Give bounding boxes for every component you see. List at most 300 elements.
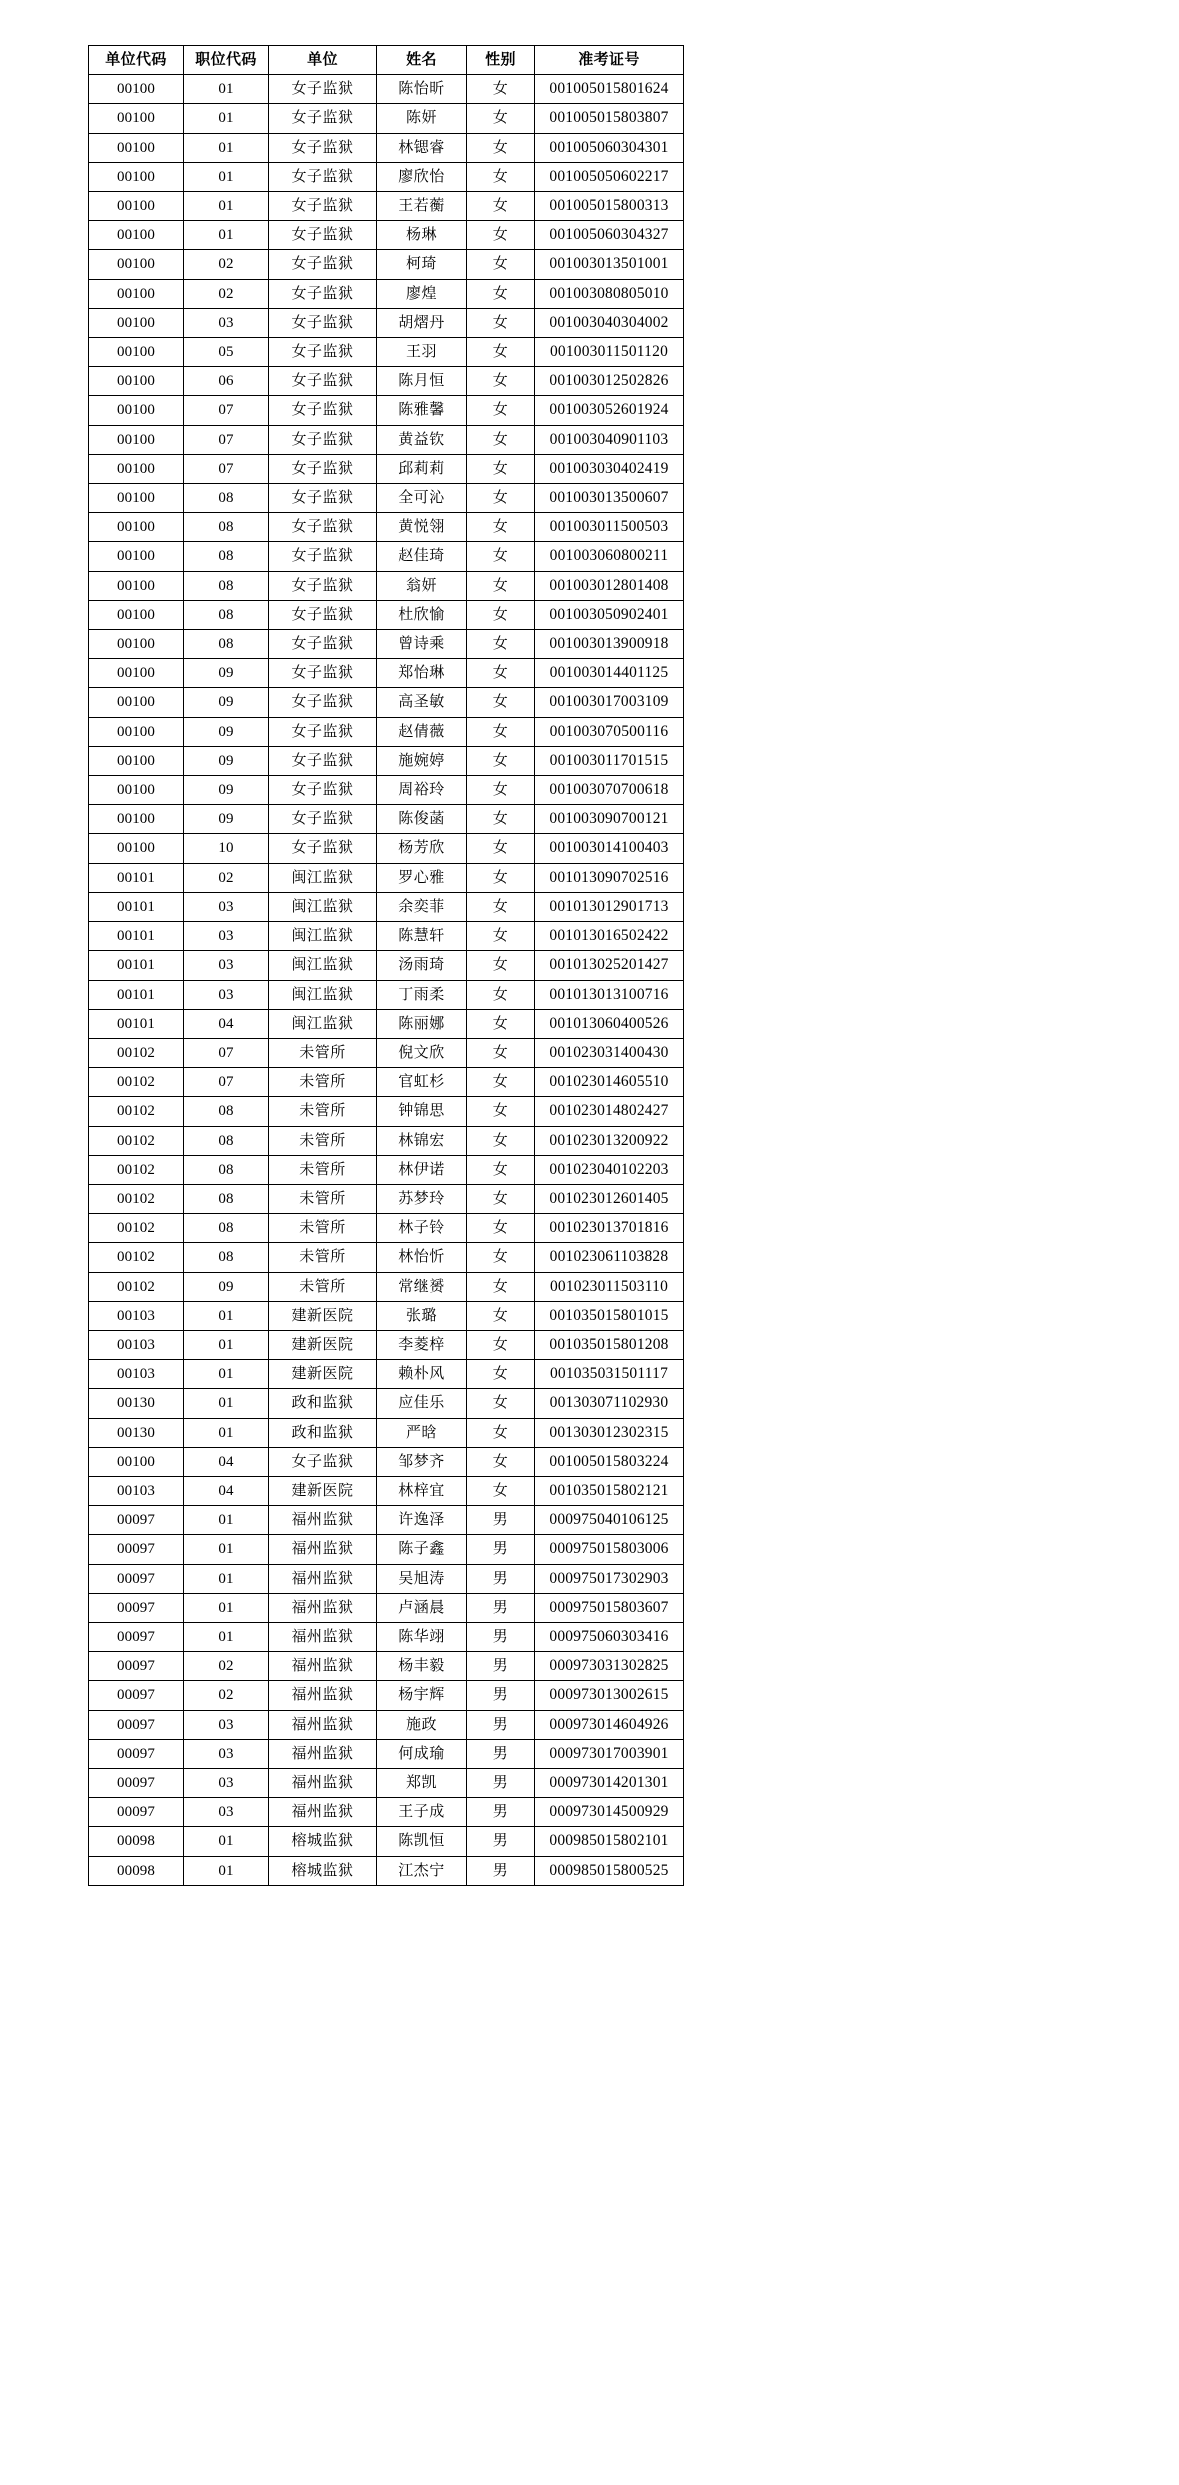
cell-gender: 女 <box>467 834 535 863</box>
cell-unit-code: 00101 <box>89 980 184 1009</box>
cell-unit: 女子监狱 <box>269 192 377 221</box>
cell-post-code: 01 <box>184 192 269 221</box>
cell-unit: 女子监狱 <box>269 250 377 279</box>
cell-ticket-number: 001013090702516 <box>535 863 684 892</box>
cell-ticket-number: 000975040106125 <box>535 1506 684 1535</box>
cell-post-code: 01 <box>184 1827 269 1856</box>
cell-name: 陈怡昕 <box>377 75 467 104</box>
cell-unit: 建新医院 <box>269 1301 377 1330</box>
cell-post-code: 06 <box>184 367 269 396</box>
cell-ticket-number: 001035015801208 <box>535 1330 684 1359</box>
cell-unit-code: 00097 <box>89 1798 184 1827</box>
cell-post-code: 05 <box>184 338 269 367</box>
cell-name: 林锶睿 <box>377 133 467 162</box>
table-row <box>89 1768 684 1797</box>
table-row <box>89 805 684 834</box>
cell-unit-code: 00100 <box>89 250 184 279</box>
cell-name: 陈俊菡 <box>377 805 467 834</box>
cell-name: 陈丽娜 <box>377 1009 467 1038</box>
cell-gender: 男 <box>467 1739 535 1768</box>
cell-name: 赖朴风 <box>377 1360 467 1389</box>
cell-unit: 福州监狱 <box>269 1535 377 1564</box>
cell-name: 罗心雅 <box>377 863 467 892</box>
table-row <box>89 338 684 367</box>
cell-ticket-number: 001303071102930 <box>535 1389 684 1418</box>
cell-gender: 女 <box>467 396 535 425</box>
cell-post-code: 08 <box>184 600 269 629</box>
cell-unit-code: 00102 <box>89 1097 184 1126</box>
table-row <box>89 1009 684 1038</box>
cell-post-code: 08 <box>184 571 269 600</box>
cell-ticket-number: 001023011503110 <box>535 1272 684 1301</box>
cell-name: 杨丰毅 <box>377 1652 467 1681</box>
cell-unit-code: 00097 <box>89 1652 184 1681</box>
cell-unit: 女子监狱 <box>269 425 377 454</box>
cell-gender: 男 <box>467 1593 535 1622</box>
cell-post-code: 04 <box>184 1009 269 1038</box>
table-row <box>89 162 684 191</box>
table-row <box>89 1564 684 1593</box>
table-header <box>89 46 684 75</box>
cell-ticket-number: 001003070500116 <box>535 717 684 746</box>
cell-post-code: 08 <box>184 1155 269 1184</box>
table-row <box>89 513 684 542</box>
cell-ticket-number: 001003012801408 <box>535 571 684 600</box>
cell-gender: 女 <box>467 1301 535 1330</box>
cell-unit: 榕城监狱 <box>269 1856 377 1885</box>
column-header-gender: 性别 <box>467 46 535 75</box>
cell-post-code: 04 <box>184 1447 269 1476</box>
cell-unit: 女子监狱 <box>269 600 377 629</box>
cell-unit: 福州监狱 <box>269 1681 377 1710</box>
cell-post-code: 03 <box>184 980 269 1009</box>
cell-unit: 女子监狱 <box>269 367 377 396</box>
cell-ticket-number: 001013025201427 <box>535 951 684 980</box>
cell-gender: 女 <box>467 1360 535 1389</box>
cell-name: 林子铃 <box>377 1214 467 1243</box>
cell-unit: 女子监狱 <box>269 162 377 191</box>
cell-unit: 闽江监狱 <box>269 1009 377 1038</box>
cell-unit: 建新医院 <box>269 1330 377 1359</box>
cell-name: 陈凯恒 <box>377 1827 467 1856</box>
cell-unit-code: 00102 <box>89 1272 184 1301</box>
cell-unit: 女子监狱 <box>269 279 377 308</box>
cell-unit: 建新医院 <box>269 1476 377 1505</box>
cell-ticket-number: 001035015801015 <box>535 1301 684 1330</box>
table-row <box>89 688 684 717</box>
cell-post-code: 08 <box>184 1214 269 1243</box>
cell-ticket-number: 001023014802427 <box>535 1097 684 1126</box>
cell-unit-code: 00101 <box>89 892 184 921</box>
cell-name: 高圣敏 <box>377 688 467 717</box>
table-row <box>89 834 684 863</box>
cell-post-code: 07 <box>184 396 269 425</box>
cell-post-code: 01 <box>184 133 269 162</box>
cell-name: 严晗 <box>377 1418 467 1447</box>
cell-ticket-number: 000985015800525 <box>535 1856 684 1885</box>
cell-ticket-number: 001003040304002 <box>535 308 684 337</box>
cell-ticket-number: 001003017003109 <box>535 688 684 717</box>
cell-post-code: 01 <box>184 75 269 104</box>
column-header-name: 姓名 <box>377 46 467 75</box>
cell-unit: 女子监狱 <box>269 746 377 775</box>
cell-unit-code: 00100 <box>89 659 184 688</box>
cell-ticket-number: 001003080805010 <box>535 279 684 308</box>
column-header-ticket-number: 准考证号 <box>535 46 684 75</box>
cell-unit: 女子监狱 <box>269 805 377 834</box>
roster-table <box>88 45 684 1886</box>
cell-ticket-number: 001023014605510 <box>535 1068 684 1097</box>
cell-post-code: 07 <box>184 1068 269 1097</box>
cell-unit-code: 00130 <box>89 1418 184 1447</box>
cell-unit: 未管所 <box>269 1184 377 1213</box>
cell-post-code: 01 <box>184 1564 269 1593</box>
cell-gender: 女 <box>467 1126 535 1155</box>
cell-gender: 女 <box>467 250 535 279</box>
cell-post-code: 01 <box>184 1622 269 1651</box>
cell-unit: 女子监狱 <box>269 1447 377 1476</box>
cell-unit-code: 00100 <box>89 279 184 308</box>
cell-unit: 未管所 <box>269 1126 377 1155</box>
table-row <box>89 1214 684 1243</box>
table-row <box>89 1155 684 1184</box>
cell-unit-code: 00097 <box>89 1535 184 1564</box>
cell-gender: 女 <box>467 571 535 600</box>
cell-name: 赵佳琦 <box>377 542 467 571</box>
cell-unit-code: 00097 <box>89 1593 184 1622</box>
cell-gender: 男 <box>467 1622 535 1651</box>
cell-name: 林伊诺 <box>377 1155 467 1184</box>
cell-unit-code: 00100 <box>89 104 184 133</box>
table-row <box>89 367 684 396</box>
cell-unit: 闽江监狱 <box>269 863 377 892</box>
cell-gender: 男 <box>467 1506 535 1535</box>
cell-unit: 女子监狱 <box>269 338 377 367</box>
cell-ticket-number: 001003014100403 <box>535 834 684 863</box>
cell-ticket-number: 001005015803807 <box>535 104 684 133</box>
cell-gender: 女 <box>467 980 535 1009</box>
cell-gender: 女 <box>467 1068 535 1097</box>
table-row <box>89 1068 684 1097</box>
cell-gender: 男 <box>467 1856 535 1885</box>
table-row <box>89 980 684 1009</box>
cell-gender: 女 <box>467 776 535 805</box>
cell-unit-code: 00097 <box>89 1710 184 1739</box>
cell-gender: 女 <box>467 1389 535 1418</box>
cell-unit: 女子监狱 <box>269 104 377 133</box>
cell-name: 杨芳欣 <box>377 834 467 863</box>
cell-post-code: 09 <box>184 717 269 746</box>
cell-ticket-number: 001023031400430 <box>535 1038 684 1067</box>
cell-ticket-number: 001023013701816 <box>535 1214 684 1243</box>
cell-unit-code: 00102 <box>89 1038 184 1067</box>
column-header-post-code: 职位代码 <box>184 46 269 75</box>
cell-name: 胡熠丹 <box>377 308 467 337</box>
cell-ticket-number: 000973014500929 <box>535 1798 684 1827</box>
cell-unit: 闽江监狱 <box>269 980 377 1009</box>
table-row <box>89 863 684 892</box>
cell-name: 陈雅馨 <box>377 396 467 425</box>
cell-ticket-number: 001003040901103 <box>535 425 684 454</box>
table-row <box>89 1447 684 1476</box>
cell-unit: 未管所 <box>269 1214 377 1243</box>
cell-unit: 女子监狱 <box>269 454 377 483</box>
cell-unit-code: 00100 <box>89 192 184 221</box>
cell-post-code: 02 <box>184 279 269 308</box>
cell-ticket-number: 000975017302903 <box>535 1564 684 1593</box>
table-row <box>89 1535 684 1564</box>
table-row <box>89 1272 684 1301</box>
cell-name: 余奕菲 <box>377 892 467 921</box>
cell-name: 陈妍 <box>377 104 467 133</box>
cell-unit-code: 00100 <box>89 396 184 425</box>
cell-name: 陈子鑫 <box>377 1535 467 1564</box>
cell-ticket-number: 001013012901713 <box>535 892 684 921</box>
cell-unit: 女子监狱 <box>269 133 377 162</box>
cell-unit-code: 00130 <box>89 1389 184 1418</box>
cell-name: 陈月恒 <box>377 367 467 396</box>
cell-name: 林锦宏 <box>377 1126 467 1155</box>
cell-unit-code: 00100 <box>89 484 184 513</box>
cell-name: 苏梦玲 <box>377 1184 467 1213</box>
table-row <box>89 1652 684 1681</box>
cell-gender: 女 <box>467 192 535 221</box>
cell-name: 何成瑜 <box>377 1739 467 1768</box>
cell-unit: 女子监狱 <box>269 659 377 688</box>
cell-gender: 女 <box>467 600 535 629</box>
cell-post-code: 03 <box>184 308 269 337</box>
cell-ticket-number: 001013060400526 <box>535 1009 684 1038</box>
cell-ticket-number: 001023061103828 <box>535 1243 684 1272</box>
cell-unit: 榕城监狱 <box>269 1827 377 1856</box>
cell-ticket-number: 000973014604926 <box>535 1710 684 1739</box>
cell-post-code: 09 <box>184 805 269 834</box>
cell-ticket-number: 001005060304301 <box>535 133 684 162</box>
cell-gender: 女 <box>467 1214 535 1243</box>
table-row <box>89 1126 684 1155</box>
cell-post-code: 01 <box>184 1506 269 1535</box>
cell-unit-code: 00100 <box>89 717 184 746</box>
cell-gender: 女 <box>467 717 535 746</box>
cell-gender: 女 <box>467 746 535 775</box>
cell-gender: 女 <box>467 484 535 513</box>
cell-ticket-number: 000973031302825 <box>535 1652 684 1681</box>
cell-unit-code: 00100 <box>89 133 184 162</box>
cell-gender: 男 <box>467 1798 535 1827</box>
cell-post-code: 08 <box>184 630 269 659</box>
cell-gender: 女 <box>467 1476 535 1505</box>
cell-name: 王子成 <box>377 1798 467 1827</box>
cell-gender: 女 <box>467 922 535 951</box>
cell-post-code: 07 <box>184 454 269 483</box>
cell-post-code: 09 <box>184 746 269 775</box>
table-row <box>89 1681 684 1710</box>
cell-post-code: 01 <box>184 1856 269 1885</box>
cell-ticket-number: 001003013500607 <box>535 484 684 513</box>
cell-name: 翁妍 <box>377 571 467 600</box>
cell-ticket-number: 001005060304327 <box>535 221 684 250</box>
cell-post-code: 01 <box>184 1389 269 1418</box>
cell-unit: 女子监狱 <box>269 484 377 513</box>
table-row <box>89 1506 684 1535</box>
cell-name: 全可沁 <box>377 484 467 513</box>
cell-ticket-number: 001005015803224 <box>535 1447 684 1476</box>
cell-post-code: 08 <box>184 542 269 571</box>
table-row <box>89 1710 684 1739</box>
cell-unit-code: 00100 <box>89 338 184 367</box>
cell-ticket-number: 001303012302315 <box>535 1418 684 1447</box>
cell-unit: 福州监狱 <box>269 1768 377 1797</box>
cell-unit: 建新医院 <box>269 1360 377 1389</box>
cell-unit-code: 00100 <box>89 75 184 104</box>
cell-unit: 女子监狱 <box>269 571 377 600</box>
table-row <box>89 221 684 250</box>
cell-post-code: 01 <box>184 104 269 133</box>
cell-name: 钟锦思 <box>377 1097 467 1126</box>
cell-unit-code: 00103 <box>89 1360 184 1389</box>
cell-name: 邹梦齐 <box>377 1447 467 1476</box>
table-row <box>89 892 684 921</box>
cell-gender: 女 <box>467 338 535 367</box>
cell-ticket-number: 001005015800313 <box>535 192 684 221</box>
cell-name: 林梓宜 <box>377 1476 467 1505</box>
cell-unit-code: 00097 <box>89 1681 184 1710</box>
cell-gender: 女 <box>467 1447 535 1476</box>
cell-gender: 女 <box>467 542 535 571</box>
cell-name: 王若蘅 <box>377 192 467 221</box>
cell-unit: 女子监狱 <box>269 542 377 571</box>
cell-unit: 福州监狱 <box>269 1593 377 1622</box>
table-row <box>89 630 684 659</box>
cell-unit: 福州监狱 <box>269 1506 377 1535</box>
cell-post-code: 04 <box>184 1476 269 1505</box>
cell-ticket-number: 001005015801624 <box>535 75 684 104</box>
cell-gender: 女 <box>467 1009 535 1038</box>
cell-name: 施政 <box>377 1710 467 1739</box>
cell-gender: 女 <box>467 162 535 191</box>
table-row <box>89 1739 684 1768</box>
cell-unit: 福州监狱 <box>269 1710 377 1739</box>
cell-unit-code: 00101 <box>89 951 184 980</box>
cell-unit: 闽江监狱 <box>269 892 377 921</box>
table-row <box>89 279 684 308</box>
cell-ticket-number: 001003014401125 <box>535 659 684 688</box>
cell-name: 邱莉莉 <box>377 454 467 483</box>
cell-ticket-number: 001035015802121 <box>535 1476 684 1505</box>
cell-unit-code: 00102 <box>89 1068 184 1097</box>
cell-post-code: 02 <box>184 1652 269 1681</box>
cell-name: 杜欣愉 <box>377 600 467 629</box>
cell-post-code: 08 <box>184 484 269 513</box>
cell-unit-code: 00097 <box>89 1739 184 1768</box>
cell-post-code: 01 <box>184 1301 269 1330</box>
cell-unit-code: 00100 <box>89 513 184 542</box>
table-row <box>89 192 684 221</box>
cell-unit-code: 00101 <box>89 1009 184 1038</box>
cell-name: 施婉婷 <box>377 746 467 775</box>
table-row <box>89 542 684 571</box>
cell-unit-code: 00097 <box>89 1506 184 1535</box>
cell-ticket-number: 001005050602217 <box>535 162 684 191</box>
cell-gender: 男 <box>467 1681 535 1710</box>
table-row <box>89 425 684 454</box>
cell-ticket-number: 001003090700121 <box>535 805 684 834</box>
cell-gender: 女 <box>467 308 535 337</box>
cell-post-code: 01 <box>184 1535 269 1564</box>
cell-unit-code: 00097 <box>89 1768 184 1797</box>
cell-gender: 女 <box>467 75 535 104</box>
cell-unit-code: 00100 <box>89 630 184 659</box>
table-row <box>89 1798 684 1827</box>
cell-gender: 女 <box>467 1243 535 1272</box>
cell-name: 吴旭涛 <box>377 1564 467 1593</box>
cell-gender: 女 <box>467 863 535 892</box>
cell-unit: 女子监狱 <box>269 221 377 250</box>
cell-unit: 未管所 <box>269 1068 377 1097</box>
cell-name: 赵倩薇 <box>377 717 467 746</box>
table-row <box>89 659 684 688</box>
cell-post-code: 08 <box>184 513 269 542</box>
cell-unit: 女子监狱 <box>269 396 377 425</box>
cell-name: 郑凯 <box>377 1768 467 1797</box>
cell-name: 丁雨柔 <box>377 980 467 1009</box>
cell-post-code: 07 <box>184 425 269 454</box>
cell-unit-code: 00101 <box>89 922 184 951</box>
cell-unit: 未管所 <box>269 1272 377 1301</box>
cell-name: 杨琳 <box>377 221 467 250</box>
table-row <box>89 1476 684 1505</box>
cell-unit-code: 00100 <box>89 776 184 805</box>
cell-unit-code: 00102 <box>89 1184 184 1213</box>
cell-unit-code: 00100 <box>89 834 184 863</box>
cell-post-code: 01 <box>184 221 269 250</box>
cell-name: 李菱梓 <box>377 1330 467 1359</box>
table-row <box>89 454 684 483</box>
cell-unit: 福州监狱 <box>269 1564 377 1593</box>
cell-ticket-number: 001035031501117 <box>535 1360 684 1389</box>
cell-post-code: 01 <box>184 1593 269 1622</box>
cell-unit-code: 00100 <box>89 542 184 571</box>
cell-unit-code: 00100 <box>89 805 184 834</box>
cell-unit-code: 00100 <box>89 454 184 483</box>
cell-gender: 男 <box>467 1768 535 1797</box>
cell-unit-code: 00102 <box>89 1155 184 1184</box>
table-row <box>89 776 684 805</box>
cell-gender: 女 <box>467 805 535 834</box>
cell-post-code: 09 <box>184 1272 269 1301</box>
cell-name: 曾诗乘 <box>377 630 467 659</box>
cell-unit: 未管所 <box>269 1097 377 1126</box>
cell-gender: 男 <box>467 1652 535 1681</box>
cell-unit-code: 00101 <box>89 863 184 892</box>
cell-gender: 女 <box>467 104 535 133</box>
cell-ticket-number: 000975015803006 <box>535 1535 684 1564</box>
table-row <box>89 1301 684 1330</box>
cell-unit-code: 00098 <box>89 1827 184 1856</box>
cell-post-code: 03 <box>184 951 269 980</box>
cell-gender: 女 <box>467 1330 535 1359</box>
cell-unit: 女子监狱 <box>269 776 377 805</box>
cell-unit-code: 00100 <box>89 746 184 775</box>
cell-post-code: 08 <box>184 1126 269 1155</box>
cell-post-code: 08 <box>184 1243 269 1272</box>
table-row <box>89 484 684 513</box>
cell-unit: 女子监狱 <box>269 717 377 746</box>
cell-ticket-number: 001023012601405 <box>535 1184 684 1213</box>
cell-unit: 未管所 <box>269 1243 377 1272</box>
cell-gender: 女 <box>467 1272 535 1301</box>
table-row <box>89 104 684 133</box>
